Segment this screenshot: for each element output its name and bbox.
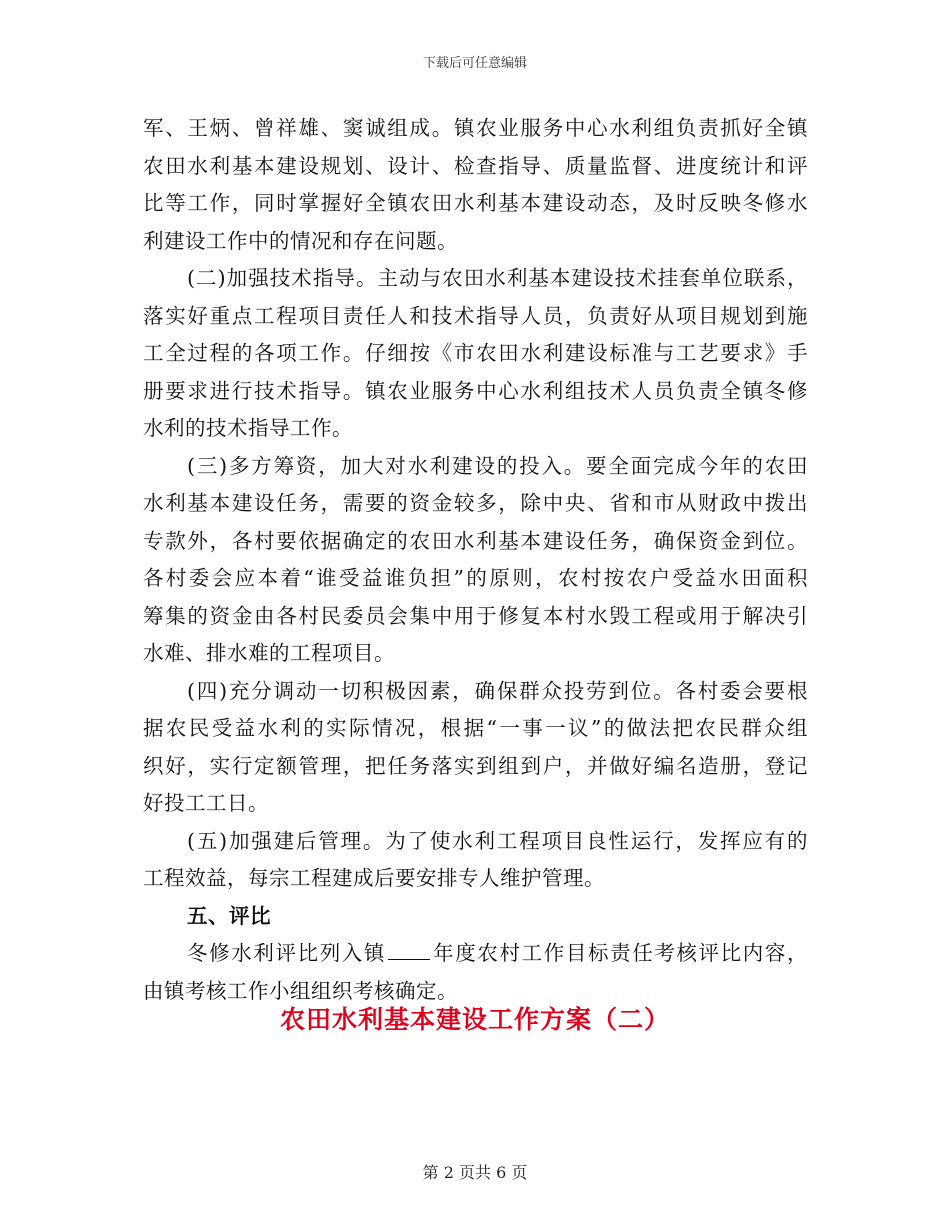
body-line: 水难、排水难的工程项目。 [143,641,395,665]
body-line: 农田水利基本建设规划、设计、检查指导、质量监督、进度统计和评 [143,153,808,178]
paragraph-start-line: (五)加强建后管理。为了使水利工程项目良性运行，发挥应有的 [187,828,808,853]
evaluation-text-after-blank: 年度农村工作目标责任考核评比内容， [432,941,809,965]
paragraph-start-line: (二)加强技术指导。主动与农田水利基本建设技术挂套单位联系， [187,266,808,290]
body-line: 落实好重点工程项目责任人和技术指导人员，负责好从项目规划到施 [143,303,808,328]
evaluation-line [143,935,808,973]
body-line: 筹集的资金由各村民委员会集中用于修复本村水毁工程或用于解决引 [143,603,808,628]
body-line: 各村委会应本着“谁受益谁负担”的原则，农村按农户受益水田面积 [143,566,808,590]
body-line: 据农民受益水利的实际情况，根据“一事一议”的做法把农民群众组 [143,716,808,740]
paragraph-start-line: (三)多方筹资，加大对水利建设的投入。要全面完成今年的农田 [187,453,808,478]
paragraph-start-line: (四)充分调动一切积极因素，确保群众投劳到位。各村委会要根 [187,678,808,703]
body-line: 水利基本建设任务，需要的资金较多，除中央、省和市从财政中拨出 [143,491,808,515]
year-blank-underline [388,937,430,960]
body-line: 工全过程的各项工作。仔细按《市农田水利建设标准与工艺要求》手 [143,341,808,365]
body-line: 利建设工作中的情况和存在问题。 [143,228,458,253]
document-title: 农田水利基本建设工作方案（二） [279,1005,670,1034]
body-line: 册要求进行技术指导。镇农业服务中心水利组技术人员负责全镇冬修 [143,378,808,403]
evaluation-text-before-blank: 冬修水利评比列入镇 [187,941,387,965]
body-line: 专款外，各村要依据确定的农田水利基本建设任务，确保资金到位。 [143,528,808,553]
section-heading: 五、评比 [187,903,271,928]
body-line: 比等工作，同时掌握好全镇农田水利基本建设动态，及时反映冬修水 [143,191,808,215]
body-line: 工程效益，每宗工程建成后要安排专人维护管理。 [143,866,605,890]
body-line: 军、王炳、曾祥雄、窦诚组成。镇农业服务中心水利组负责抓好全镇 [143,116,808,140]
body-line: 织好，实行定额管理，把任务落实到组到户，并做好编名造册，登记 [143,753,808,778]
document-body [143,110,808,1010]
body-line: 由镇考核工作小组组织考核确定。 [143,978,458,1003]
page-number: 第 2 页共 6 页 [422,1163,528,1182]
body-line: 好投工工日。 [143,791,269,815]
body-line: 水利的技术指导工作。 [143,416,353,440]
page-header: 下载后可任意编辑 [422,56,527,71]
